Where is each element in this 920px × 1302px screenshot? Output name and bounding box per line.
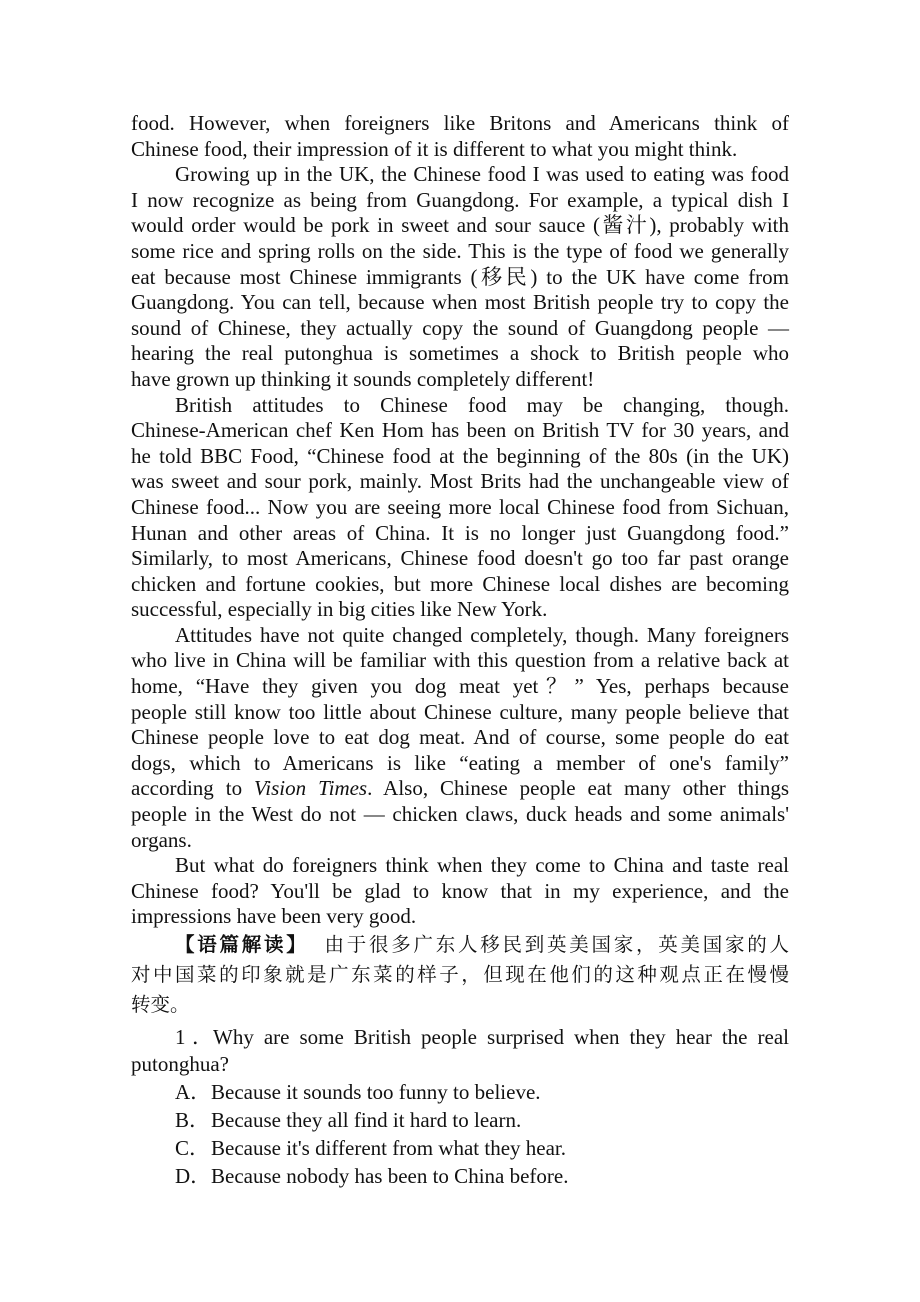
paragraph-line: people still know too little about Chinese culture, many people believe that [131, 699, 789, 724]
paragraph-line: Similarly, to most Americans, Chinese food doesn't go too far past orange [131, 546, 789, 571]
paragraph-line: eat because most Chinese immigrants (移民) to the UK have come from [131, 264, 789, 289]
publication-title: Vision Times [254, 776, 368, 801]
paragraph-line: Chinese-American chef Ken Hom has been on British TV for 30 years, and [131, 418, 789, 443]
analysis-text: 由于很多广东人移民到英美国家，英美国家的人 [324, 933, 789, 956]
paragraph-line: British attitudes to Chinese food may be changing, though. [175, 392, 789, 417]
analysis-line: 对中国菜的印象就是广东菜的样子，但现在他们的这种观点正在慢慢 [131, 963, 789, 986]
question-stem-line [131, 1024, 789, 1051]
paragraph-line: people in the West do not — chicken claws, duck heads and some animals' [131, 802, 789, 827]
paragraph-line: But what do foreigners think when they come to China and taste real [175, 853, 789, 878]
reading-passage [131, 111, 789, 930]
analysis-line [131, 930, 789, 960]
option-text: Because they all find it hard to learn. [211, 1108, 522, 1132]
option-a[interactable] [131, 1078, 789, 1106]
paragraph-line: successful, especially in big cities like New York. [131, 597, 548, 622]
paragraph-line: home, “Have they given you dog meat yet？” Yes, perhaps because [131, 674, 789, 699]
option-b[interactable] [131, 1106, 789, 1134]
paragraph [131, 623, 789, 853]
paragraph-line: chicken and fortune cookies, but more Chinese local dishes are becoming [131, 571, 789, 596]
paragraph-line: would order would be pork in sweet and sour sauce (酱汁), probably with [131, 213, 789, 238]
paragraph-line: sound of Chinese, they actually copy the sound of Guangdong people — [131, 315, 789, 340]
paragraph-line: he told BBC Food, “Chinese food at the beginning of the 80s (in the UK) [131, 443, 789, 468]
option-letter: C． [175, 1136, 211, 1160]
question-text: Why are some British people surprised when they hear the real [213, 1025, 789, 1049]
option-text: Because it's different from what they hear. [211, 1136, 567, 1160]
paragraph-line: have grown up thinking it sounds completely different! [131, 366, 595, 391]
paragraph-line: who live in China will be familiar with this question from a relative back at [131, 648, 789, 673]
paragraph-line: I now recognize as being from Guangdong. For example, a typical dish I [131, 187, 789, 212]
paragraph [131, 162, 789, 392]
document-page [131, 111, 789, 1190]
paragraph-line: organs. [131, 827, 192, 852]
paragraph-line: some rice and spring rolls on the side. This is the type of food we generally [131, 238, 789, 263]
paragraph-line: Guangdong. You can tell, because when most British people try to copy the [131, 290, 789, 315]
paragraph [131, 393, 789, 623]
option-text: Because it sounds too funny to believe. [211, 1080, 541, 1104]
paragraph-line: Chinese food, their impression of it is different to what you might think. [131, 136, 738, 161]
paragraph [131, 111, 789, 162]
option-d[interactable] [131, 1162, 789, 1190]
paragraph-line: Chinese food? You'll be glad to know that in my experience, and the [131, 878, 789, 903]
question-1 [131, 1024, 789, 1190]
paragraph-line: hearing the real putonghua is sometimes a shock to British people who [131, 341, 789, 366]
paragraph-line: Hunan and other areas of China. It is no longer just Guangdong food.” [131, 520, 789, 545]
paragraph-line: dogs, which to Americans is like “eating a member of one's family” [131, 750, 789, 775]
option-letter: D． [175, 1164, 212, 1188]
analysis-line: 转变。 [131, 993, 190, 1016]
paragraph-line: Attitudes have not quite changed completely, though. Many foreigners [175, 622, 789, 647]
question-number: 1． [175, 1025, 213, 1049]
option-text: Because nobody has been to China before. [211, 1164, 569, 1188]
question-stem-line: putonghua? [131, 1052, 229, 1076]
paragraph-line: Chinese people love to eat dog meat. And of course, some people do eat [131, 725, 789, 750]
analysis-label: 【语篇解读】 [175, 933, 309, 956]
option-c[interactable] [131, 1134, 789, 1162]
option-letter: A． [175, 1080, 212, 1104]
option-letter: B． [175, 1108, 211, 1132]
paragraph-line: Growing up in the UK, the Chinese food I was used to eating was food [175, 162, 789, 187]
paragraph-line: food. However, when foreigners like Britons and Americans think of [131, 111, 789, 135]
paragraph-line: according to Vision Times. Also, Chinese people eat many other things [131, 776, 790, 801]
paragraph-line: Chinese food... Now you are seeing more local Chinese food from Sichuan, [131, 494, 789, 519]
paragraph-line: impressions have been very good. [131, 904, 417, 929]
passage-analysis [131, 930, 789, 1020]
paragraph [131, 853, 789, 930]
paragraph-line: was sweet and sour pork, mainly. Most Brits had the unchangeable view of [131, 469, 789, 494]
